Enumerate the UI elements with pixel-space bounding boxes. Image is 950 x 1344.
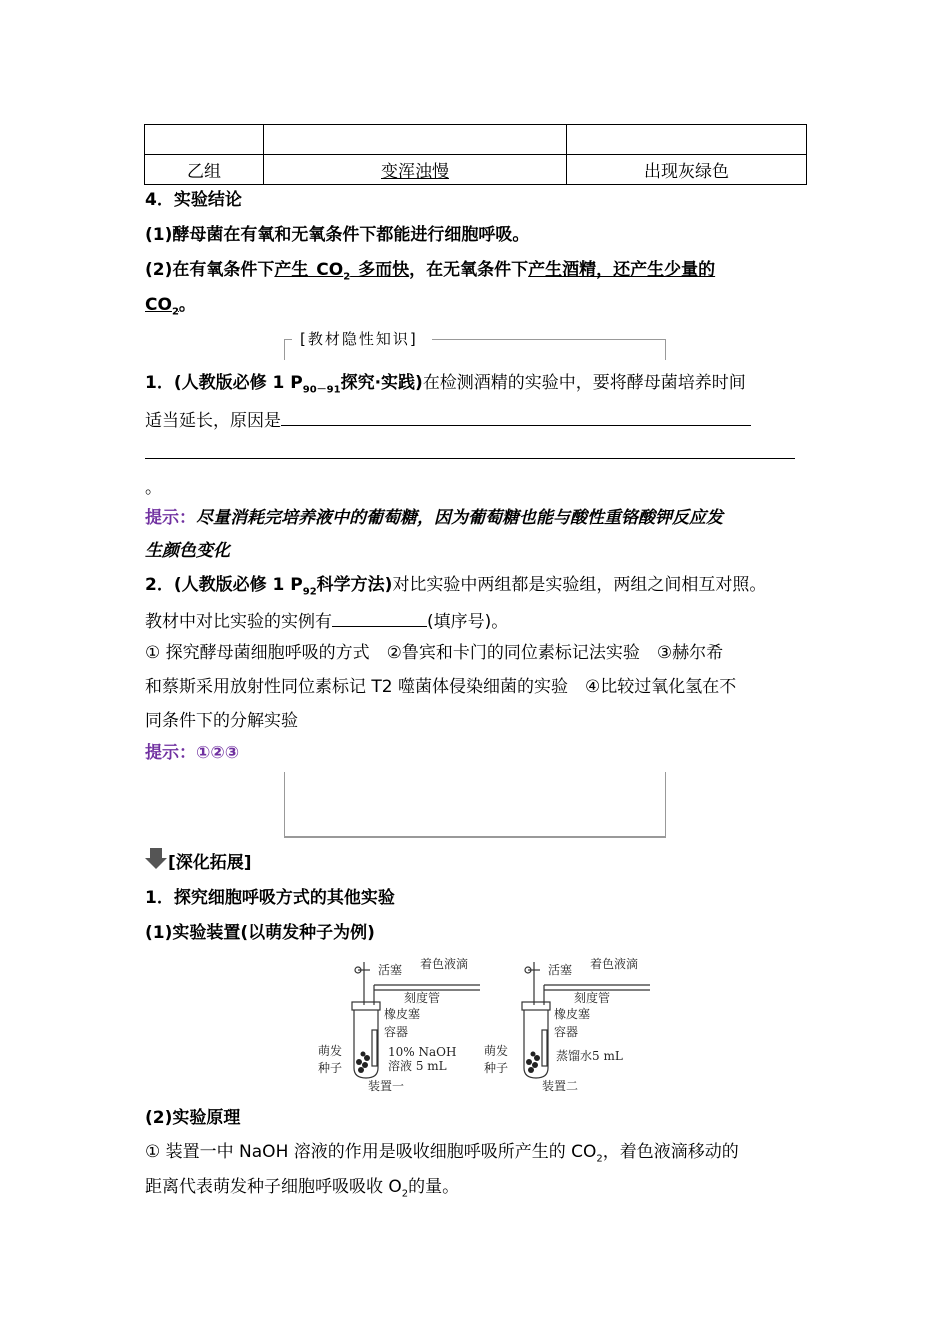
- label-drop-2: 着色液滴: [590, 957, 639, 971]
- subscript: 2: [343, 271, 351, 283]
- text: 教材中对比实验的实例有: [145, 612, 332, 632]
- question-2: [145, 572, 766, 605]
- text: ，着色液滴移动的: [602, 1142, 739, 1162]
- text: 适当延长，原因是: [145, 411, 281, 431]
- label-seeds-1a: 萌发: [318, 1044, 343, 1058]
- label-stopper-1: 橡皮塞: [384, 1007, 421, 1021]
- label-drop-1: 着色液滴: [420, 957, 469, 971]
- label-tube-1: 刻度管: [404, 991, 441, 1005]
- deep-heading-1: 1．探究细胞呼吸方式的其他实验: [145, 888, 395, 908]
- conclusion-1: (1)酵母菌在有氧和无氧条件下都能进行细胞呼吸。: [145, 225, 530, 245]
- deep-label: [深化拓展]: [168, 853, 252, 873]
- text: 在检测酒精的实验中，要将酵母菌培养时间: [422, 373, 746, 393]
- hint-1-cont: 生颜色变化: [145, 541, 230, 561]
- subscript: 92: [302, 586, 317, 598]
- label-naoh-1: 10% NaOH: [388, 1045, 457, 1059]
- hint-label: 提示：: [145, 743, 196, 763]
- label-container-1: 容器: [384, 1025, 409, 1039]
- conclusion-2: [145, 257, 715, 290]
- text: 产生 CO: [274, 260, 344, 280]
- question-2-cont: [145, 606, 508, 635]
- subscript: 2: [596, 1153, 603, 1165]
- text: 科学方法): [316, 575, 393, 595]
- table-cell: 出现灰绿色: [567, 155, 807, 185]
- hint-text: 尽量消耗完培养液中的葡萄糖，因为葡萄糖也能与酸性重铬酸钾反应发: [196, 508, 723, 528]
- answer-blank[interactable]: [281, 405, 751, 426]
- text: (2)在有氧条件下: [145, 260, 275, 280]
- label-water: 蒸馏水5 mL: [556, 1049, 623, 1063]
- label-tube-2: 刻度管: [574, 991, 611, 1005]
- question-1-cont: [145, 405, 751, 434]
- hint-2: [145, 740, 239, 766]
- seeds-2: [526, 1052, 540, 1074]
- conclusion-2-cont: [145, 292, 196, 325]
- table-cell: [264, 125, 567, 155]
- label-naoh-2: 溶液 5 mL: [388, 1059, 447, 1073]
- text: CO: [145, 295, 172, 315]
- table-row: [145, 125, 807, 155]
- caption-apparatus-1: 装置一: [368, 1079, 405, 1093]
- label-valve-1: 活塞: [378, 963, 403, 977]
- text: 距离代表萌发种子细胞呼吸吸收 O: [145, 1177, 402, 1197]
- label-stopper-2: 橡皮塞: [554, 1007, 591, 1021]
- result-table: [144, 124, 807, 185]
- table-cell: [567, 125, 807, 155]
- hint-text: ①②③: [196, 743, 240, 763]
- section-heading: 4．实验结论: [145, 190, 242, 210]
- down-arrow-icon: [145, 848, 167, 870]
- label-seeds-1b: 种子: [318, 1061, 343, 1075]
- deep-heading-3: (2)实验原理: [145, 1108, 241, 1128]
- apparatus-figure: [300, 950, 650, 1095]
- subscript: 90－91: [302, 384, 341, 396]
- hint-label: 提示：: [145, 508, 196, 528]
- deep-heading-2: (1)实验装置(以萌发种子为例): [145, 923, 375, 943]
- text: 1．(人教版必修 1 P: [145, 373, 303, 393]
- answer-underlined: [274, 260, 410, 283]
- label-valve-2: 活塞: [548, 963, 573, 977]
- text: (填序号)。: [427, 612, 509, 632]
- label-container-2: 容器: [554, 1025, 579, 1039]
- seeds-1: [356, 1052, 370, 1074]
- text: 。: [178, 295, 196, 315]
- principle-line-1: [145, 1139, 739, 1172]
- option-line-3: 同条件下的分解实验: [145, 711, 298, 731]
- text: ，在无氧条件下: [409, 260, 529, 280]
- text: 2．(人教版必修 1 P: [145, 575, 303, 595]
- period: 。: [145, 478, 162, 498]
- answer-blank[interactable]: [332, 606, 427, 627]
- answer-blank-line[interactable]: [145, 458, 795, 459]
- text: ① 装置一中 NaOH 溶液的作用是吸收细胞呼吸所产生的 CO: [145, 1142, 597, 1162]
- knowledge-tag: [教材隐性知识]: [300, 330, 418, 348]
- answer-underlined: [145, 295, 179, 318]
- table-cell: [145, 125, 264, 155]
- question-1: [145, 370, 746, 403]
- text: 多而快: [350, 260, 410, 280]
- option-line-1: ① 探究酵母菌细胞呼吸的方式 ②鲁宾和卡门的同位素标记法实验 ③赫尔希: [145, 643, 724, 663]
- subscript: 2: [401, 1188, 409, 1200]
- option-line-2: 和蔡斯采用放射性同位素标记 T2 噬菌体侵染细菌的实验 ④比较过氧化氢在不: [145, 677, 737, 697]
- label-seeds-2a: 萌发: [484, 1044, 509, 1058]
- text: 探究·实践): [340, 373, 423, 393]
- table-cell: 变浑浊慢: [264, 155, 567, 185]
- answer-underlined: 产生酒精，还产生少量的: [528, 260, 716, 280]
- table-row: [145, 155, 807, 185]
- hint-1: [145, 505, 723, 531]
- subscript: 2: [171, 306, 179, 318]
- label-seeds-2b: 种子: [484, 1061, 509, 1075]
- table-cell: 乙组: [145, 155, 264, 185]
- principle-line-2: [145, 1174, 459, 1207]
- text: 对比实验中两组都是实验组，两组之间相互对照。: [392, 575, 767, 595]
- text: 的量。: [408, 1177, 460, 1197]
- knowledge-box-bottom: [284, 772, 666, 838]
- caption-apparatus-2: 装置二: [542, 1079, 579, 1093]
